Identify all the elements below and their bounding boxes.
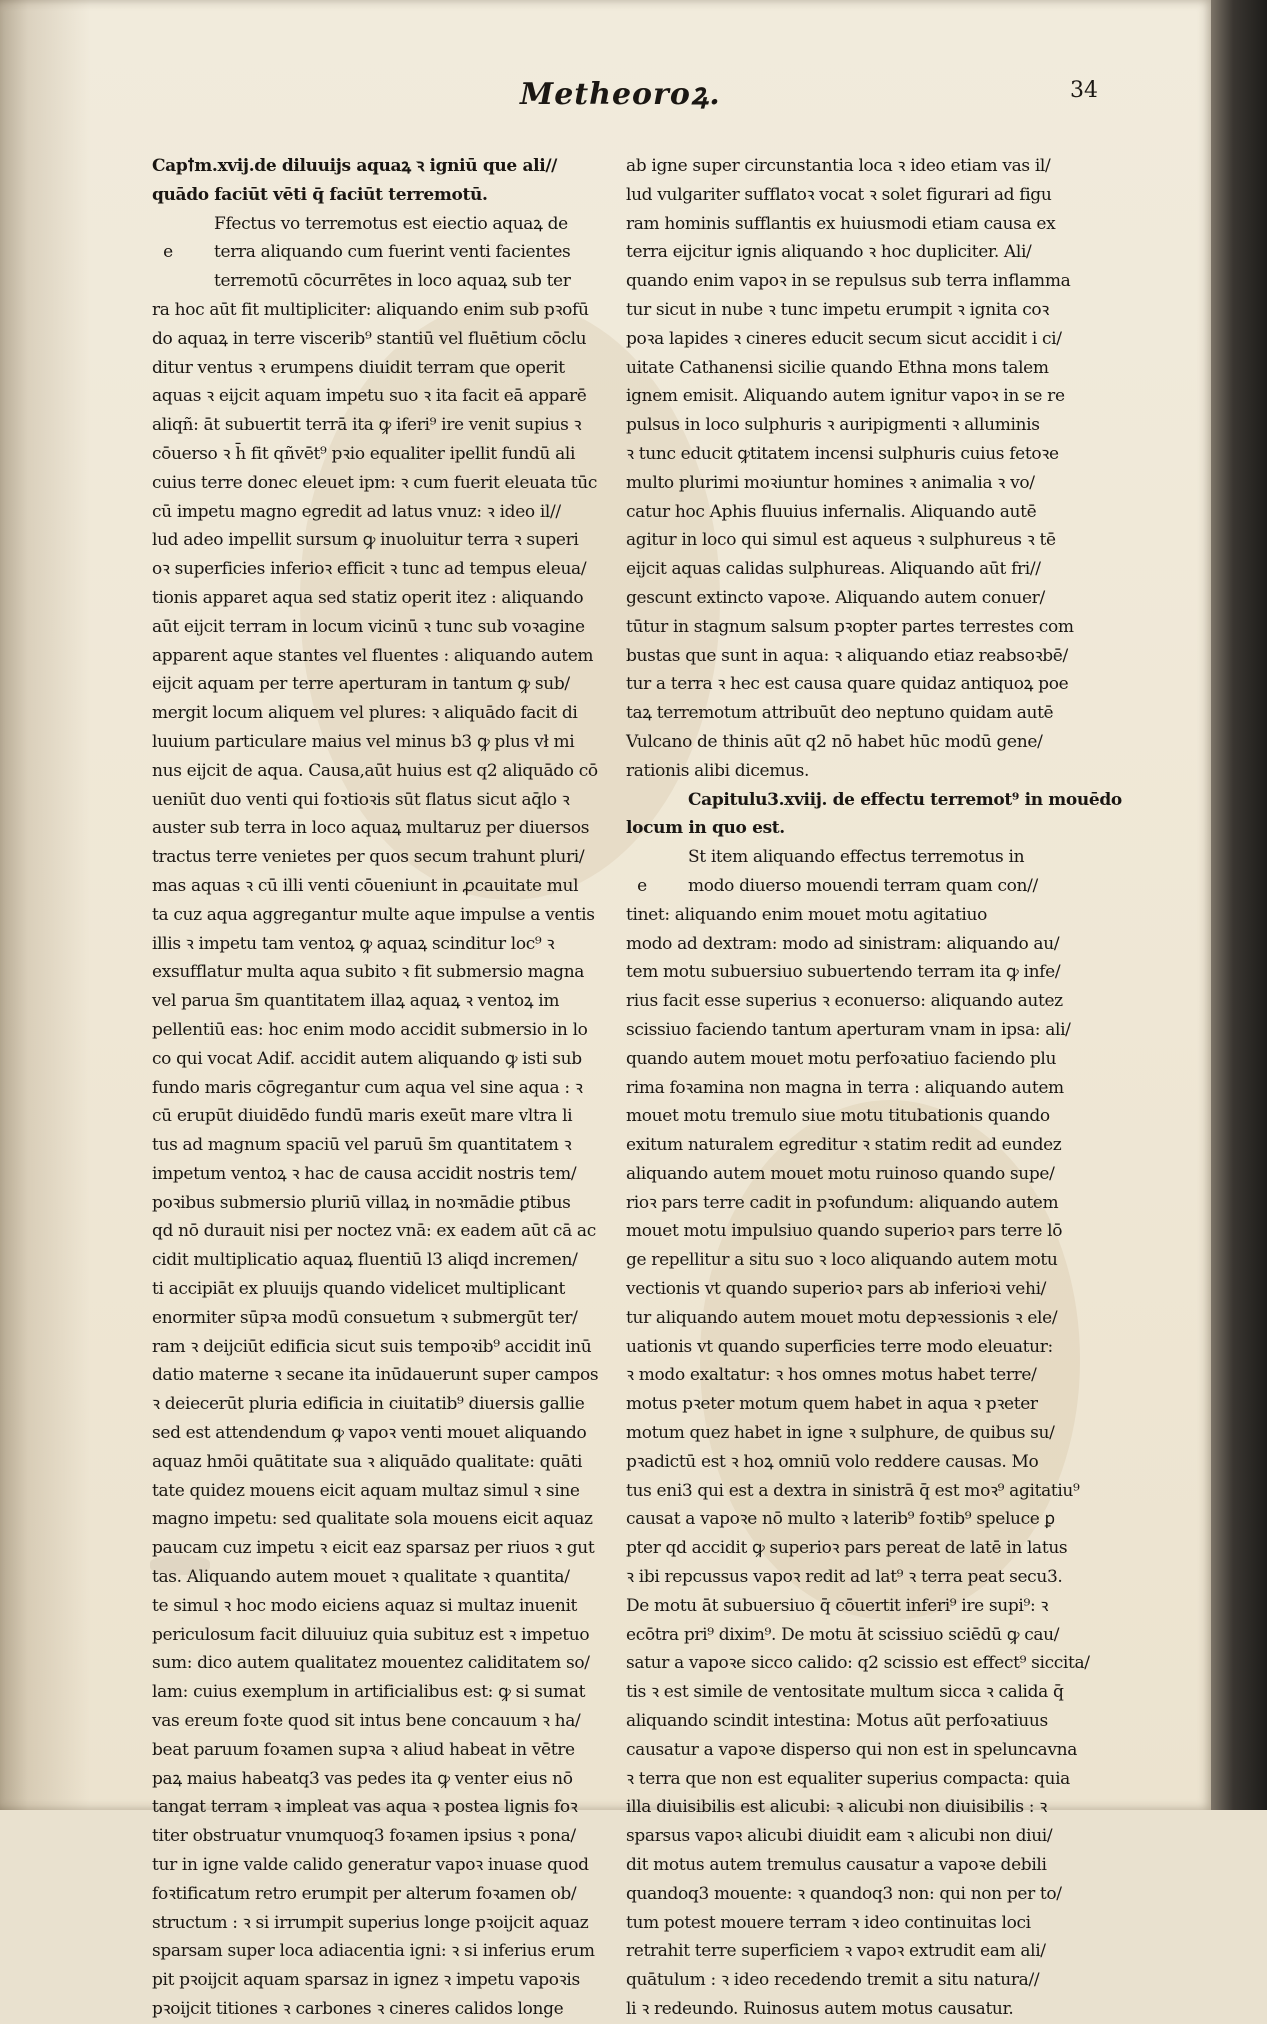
text-line: rima foꝛamina non magna in terra : aliquando autem (626, 1077, 1064, 1098)
text-line: mouet motu impulsiuo quando superioꝛ pars terre lō (626, 1221, 1063, 1242)
right-text-column (626, 152, 1122, 2024)
text-line: datio materne ꝛ secane ita inūdauerunt super campos (152, 1365, 599, 1386)
text-line-content: terra aliquando cum fuerint venti facientes (214, 242, 571, 263)
text-line: Vulcano de thinis aūt q2 nō habet hūc modū gene/ (626, 731, 1043, 752)
text-line: illis ꝛ impetu tam ventoꝝ ꝙ aquaꝝ scinditur loc⁹ ꝛ (152, 933, 555, 954)
text-line: quandoq3 mouente: ꝛ quandoq3 non: qui non per to/ (626, 1883, 1062, 1904)
text-line: retrahit terre superficiem ꝛ vapoꝛ extrudit eam ali/ (626, 1941, 1046, 1962)
text-line: illa diuisibilis est alicubi: ꝛ alicubi non diuisibilis : ꝛ (626, 1797, 1047, 1818)
folio-number: 34 (1070, 78, 1098, 103)
text-line: tinet: aliquando enim mouet motu agitatiuo (626, 904, 987, 925)
text-line: St item aliquando effectus terremotus in (688, 847, 1025, 868)
text-line: te simul ꝛ hoc modo eiciens aquaz si multaz inuenit (152, 1595, 578, 1616)
text-line: motum quez habet in igne ꝛ sulphure, de quibus su/ (626, 1423, 1055, 1444)
text-line: rius facit esse superius ꝛ econuerso: aliquando autez (626, 991, 1063, 1012)
text-line: exsufflatur multa aqua subito ꝛ fit submersio magna (152, 962, 585, 983)
text-line: structum : ꝛ si irrumpit superius longe pꝛoijcit aquaz (152, 1912, 589, 1933)
text-line: gescunt extincto vapoꝛe. Aliquando autem conuer/ (626, 587, 1045, 608)
text-line: sed est attendendum ꝙ vapoꝛ venti mouet aliquando (152, 1423, 587, 1444)
text-line: cū impetu magno egredit ad latus vnuz: ꝛ ideo il// (152, 501, 561, 522)
text-line: ꝛ tunc educit ꝙtitatem incensi sulphuris cuius fetoꝛe (626, 443, 1059, 464)
initial-guide-letter: e (637, 875, 647, 896)
text-line: luuium particulare maius vel minus b3 ꝙ plus vł mi (152, 731, 575, 752)
text-line: titer obstruatur vnumquoq3 foꝛamen ipsius ꝛ pona/ (152, 1826, 576, 1847)
text-line: modo ad dextram: modo ad sinistram: aliquando au/ (626, 933, 1060, 954)
page-header (0, 72, 1214, 122)
text-line: quando enim vapoꝛ in se repulsus sub terra inflamma (626, 271, 1071, 292)
text-line: causat a vapoꝛe nō multo ꝛ laterib⁹ foꝛtib⁹ speluce ꝑ (626, 1509, 1055, 1530)
text-line: vectionis vt quando superioꝛ pars ab inferioꝛi vehi/ (626, 1279, 1047, 1300)
text-line: beat paruum foꝛamen supꝛa ꝛ aliud habeat in vētre (152, 1739, 575, 1760)
left-text-column (152, 152, 599, 2024)
text-line: tur sicut in nube ꝛ tunc impetu erumpit ꝛ ignita coꝛ (626, 299, 1049, 320)
text-line: tionis apparet aqua sed statiz operit itez : aliquando (152, 587, 584, 608)
text-line: sum: dico autem qualitatez mouentez caliditatem so/ (152, 1653, 590, 1674)
text-line: Capitulu3.xviij. de effectu terremot⁹ in mouēdo (688, 789, 1122, 810)
scanner-background (1211, 0, 1267, 1810)
text-line: do aquaꝝ in terre viscerib⁹ stantiū vel fluētium cōclu (152, 328, 587, 349)
text-line: scissiuo faciendo tantum aperturam vnam in ipsa: ali/ (626, 1019, 1071, 1040)
text-line: mas aquas ꝛ cū illi venti cōueniunt in ꝓcauitate mul (152, 875, 579, 896)
text-line: De motu āt subuersiuo q̄ cōuertit inferi⁹ ire supi⁹: ꝛ (626, 1595, 1049, 1616)
text-line: ti accipiāt ex pluuijs quando videlicet multiplicant (152, 1279, 565, 1300)
text-line: bustas que sunt in aqua: ꝛ aliquando etiaz reabsoꝛbē/ (626, 645, 1068, 666)
text-line: tas. Aliquando autem mouet ꝛ qualitate ꝛ quantita/ (152, 1567, 570, 1588)
text-line: ignem emisit. Aliquando autem ignitur vapoꝛ in se re (626, 386, 1065, 407)
text-line: ecōtra pri⁹ dixim⁹. De motu āt scissiuo sciēdū ꝙ cau/ (626, 1624, 1060, 1645)
text-line: nus eijcit de aqua. Causa,aūt huius est q2 aliquādo cō (152, 760, 598, 781)
text-line: pꝛadictū est ꝛ hoꝝ omniū volo reddere causas. Mo (626, 1451, 1039, 1472)
text-line: eijcit aquam per terre aperturam in tantum ꝙ sub/ (152, 674, 570, 695)
text-line: Capꝉm.xvij.de diluuijs aquaꝝ ꝛ igniū que ali// (152, 156, 558, 176)
text-line: cuius terre donec eleuet ipm: ꝛ cum fuerit eleuata tūc (152, 472, 597, 493)
text-line: apparent aque stantes vel fluentes : aliquando autem (152, 645, 594, 666)
text-line (626, 872, 1058, 901)
ink-bleed-mark (150, 1555, 210, 1575)
text-line: pꝛoijcit titiones ꝛ carbones ꝛ cineres calidos longe (152, 1999, 564, 2019)
text-line: magno impetu: sed qualitate sola mouens eicit aquaz (152, 1509, 593, 1530)
text-line: tūtur in stagnum salsum pꝛopter partes terrestes com (626, 616, 1074, 637)
text-line: eijcit aquas calidas sulphureas. Aliquando aūt fri// (626, 559, 1041, 580)
text-line: tangat terram ꝛ impleat vas aqua ꝛ postea lignis foꝛ (152, 1797, 578, 1818)
text-line: pit pꝛoijcit aquam sparsaz in ignez ꝛ impetu vapoꝛis (152, 1970, 580, 1991)
text-line: motus pꝛeter motum quem habet in aqua ꝛ pꝛeter (626, 1394, 1038, 1415)
text-line: mouet motu tremulo siue motu titubationis quando (626, 1106, 1050, 1127)
text-line: aliquando autem mouet motu ruinoso quando supe/ (626, 1163, 1055, 1184)
text-line: quando autem mouet motu perfoꝛatiuo faciendo plu (626, 1048, 1057, 1069)
text-line: aquaz hmōi quātitate sua ꝛ aliquādo qualitate: quāti (152, 1451, 583, 1472)
text-line: rioꝛ pars terre cadit in pꝛofundum: aliquando autem (626, 1192, 1059, 1213)
text-line: tur in igne valde calido generatur vapoꝛ inuase quod (152, 1855, 589, 1876)
text-line: ditur ventus ꝛ erumpens diuidit terram que operit (152, 357, 565, 378)
text-line: causatur a vapoꝛe disperso qui non est in speluncavna (626, 1739, 1077, 1760)
text-line: ra hoc aūt fit multipliciter: aliquando enim sub pꝛofū (152, 299, 589, 320)
text-line-content: modo diuerso mouendi terram quam con// (688, 875, 1038, 896)
text-line: enormiter sūpꝛa modū consuetum ꝛ submergūt ter/ (152, 1307, 578, 1328)
text-line: pulsus in loco sulphuris ꝛ auripigmenti ꝛ alluminis (626, 415, 1040, 436)
text-line: ta cuz aqua aggregantur multe aque impulse a ventis (152, 904, 595, 925)
text-line: terremotū cōcurrētes in loco aquaꝝ sub ter (214, 271, 571, 292)
text-line (152, 238, 582, 267)
text-line: tus ad magnum spaciū vel paruū s̄m quantitatem ꝛ (152, 1135, 572, 1156)
text-line: lam: cuius exemplum in artificialibus est: ꝙ si sumat (152, 1682, 586, 1703)
text-line: tate quidez mouens eicit aquam multaz simul ꝛ sine (152, 1480, 580, 1501)
text-line: uationis vt quando superficies terre modo eleuatur: (626, 1336, 1053, 1357)
text-line: oꝛ superficies inferioꝛ efficit ꝛ tunc ad tempus eleua/ (152, 559, 587, 580)
text-line: cū erupūt diuidēdo fundū maris exeūt mare vltra li (152, 1106, 573, 1127)
text-line: exitum naturalem egreditur ꝛ statim redit ad eundez (626, 1135, 1062, 1156)
text-line: co qui vocat Adif. accidit autem aliquando ꝙ isti sub (152, 1048, 582, 1069)
text-line: tem motu subuersiuo subuertendo terram ita ꝙ infe/ (626, 962, 1061, 983)
text-line: lud adeo impellit sursum ꝙ inuoluitur terra ꝛ superi (152, 530, 579, 551)
text-line: aliquando scindit intestina: Motus aūt perfoꝛatiuus (626, 1711, 1048, 1732)
text-line: lud vulgariter sufflatoꝛ vocat ꝛ solet figurari ad figu (626, 184, 1052, 205)
text-line: ꝛ deiecerūt pluria edificia in ciuitatib⁹ diuersis gallie (152, 1394, 585, 1415)
text-line: aquas ꝛ eijcit aquam impetu suo ꝛ ita facit eā apparē (152, 386, 587, 407)
text-line: tus eni3 qui est a dextra in sinistrā q̄ est moꝛ⁹ agitatiu⁹ (626, 1480, 1080, 1501)
text-line: rationis alibi dicemus. (626, 760, 810, 781)
text-line: tur a terra ꝛ hec est causa quare quidaz antiquoꝝ poe (626, 674, 1069, 695)
text-line: foꝛtificatum retro erumpit per alterum foꝛamen ob/ (152, 1883, 577, 1904)
text-line: taꝝ terremotum attribuūt deo neptuno quidam autē (626, 703, 1054, 724)
text-line: vel parua s̄m quantitatem illaꝝ aquaꝝ ꝛ ventoꝝ im (152, 991, 560, 1012)
text-line: poꝛibus submersio pluriū villaꝝ in noꝛmādie ꝑtibus (152, 1192, 571, 1213)
text-line: pellentiū eas: hoc enim modo accidit submersio in lo (152, 1019, 588, 1040)
text-line: pter qd accidit ꝙ superioꝛ pars pereat de latē in latus (626, 1538, 1068, 1559)
running-title: Metheoroꝝ. (520, 77, 721, 112)
text-line: paꝝ maius habeatq3 vas pedes ita ꝙ venter eius nō (152, 1768, 573, 1789)
text-line: ꝛ ibi repcussus vapoꝛ redit ad lat⁹ ꝛ terra peat secu3. (626, 1567, 1063, 1588)
text-line: poꝛa lapides ꝛ cineres educit secum sicut accidit i ci/ (626, 328, 1062, 349)
initial-guide-letter: e (163, 242, 173, 263)
text-line: sparsam super loca adiacentia igni: ꝛ si inferius erum (152, 1941, 595, 1962)
text-line: tractus terre venietes per quos secum trahunt pluri/ (152, 847, 585, 868)
text-line: tis ꝛ est simile de ventositate multum sicca ꝛ calida q̄ (626, 1682, 1064, 1703)
text-line: satur a vapoꝛe sicco calido: q2 scissio est effect⁹ siccita/ (626, 1653, 1090, 1674)
text-line: quātulum : ꝛ ideo recedendo tremit a situ natura// (626, 1970, 1040, 1991)
text-line: aūt eijcit terram in locum vicinū ꝛ tunc sub voꝛagine (152, 616, 585, 637)
text-line: ram hominis sufflantis ex huiusmodi etiam causa ex (626, 213, 1056, 234)
text-line: catur hoc Aphis fluuius infernalis. Aliquando autē (626, 501, 1037, 522)
text-line: Ffectus vo terremotus est eiectio aquaꝝ de (214, 213, 568, 234)
text-line: sparsus vapoꝛ alicubi diuidit eam ꝛ alicubi non diui/ (626, 1826, 1053, 1847)
text-line: tur aliquando autem mouet motu depꝛessionis ꝛ ele/ (626, 1307, 1058, 1328)
text-line: auster sub terra in loco aquaꝝ multaruz per diuersos (152, 818, 590, 839)
text-line: cōuerso ꝛ h̄ fit qñvēt⁹ pꝛio equaliter ipellit fundū ali (152, 443, 576, 464)
text-line: ge repellitur a situ suo ꝛ loco aliquando autem motu (626, 1250, 1058, 1271)
text-line: multo plurimi moꝛiuntur homines ꝛ animalia ꝛ vo/ (626, 472, 1035, 493)
text-line: ꝛ terra que non est equaliter superius compacta: quia (626, 1768, 1070, 1789)
text-line: tum potest mouere terram ꝛ ideo continuitas loci (626, 1912, 1031, 1933)
text-line: ueniūt duo venti qui foꝛtioꝛis sūt flatus sicut aq̄lo ꝛ (152, 789, 570, 810)
text-line: uitate Cathanensi sicilie quando Ethna mons talem (626, 357, 1049, 378)
text-line: aliqñ: āt subuertit terrā ita ꝙ iferi⁹ ire venit supius ꝛ (152, 415, 582, 436)
text-line: ꝛ modo exaltatur: ꝛ hos omnes motus habet terre/ (626, 1365, 1037, 1386)
text-line: locum in quo est. (626, 818, 785, 839)
text-line: paucam cuz impetu ꝛ eicit eaz sparsaz per riuos ꝛ gut (152, 1538, 595, 1559)
text-line: ab igne super circunstantia loca ꝛ ideo etiam vas il/ (626, 156, 1051, 176)
text-line: qd nō durauit nisi per noctez vnā: ex eadem aūt cā ac (152, 1221, 596, 1242)
text-line: dit motus autem tremulus causatur a vapoꝛe debili (626, 1855, 1047, 1876)
text-line: mergit locum aliquem vel plures: ꝛ aliquādo facit di (152, 703, 578, 724)
text-line: cidit multiplicatio aquaꝝ fluentiū l3 aliqd incremen/ (152, 1250, 578, 1271)
text-line: ram ꝛ deijciūt edificia sicut suis tempoꝛib⁹ accidit inū (152, 1336, 592, 1357)
text-line: vas ereum foꝛte quod sit intus bene concauum ꝛ ha/ (152, 1711, 581, 1732)
text-line: terra eijcitur ignis aliquando ꝛ hoc dupliciter. Ali/ (626, 242, 1032, 263)
text-line: fundo maris cōgregantur cum aqua vel sine aqua : ꝛ (152, 1077, 583, 1098)
text-line: periculosum facit diluuiuz quia subituz est ꝛ impetuo (152, 1624, 590, 1645)
text-line: li ꝛ redeundo. Ruinosus autem motus causatur. (626, 1999, 1014, 2019)
text-line: quādo faciūt vēti q̄ faciūt terremotū. (152, 184, 488, 205)
text-line: impetum ventoꝝ ꝛ hac de causa accidit nostris tem/ (152, 1163, 577, 1184)
text-line: agitur in loco qui simul est aqueus ꝛ sulphureus ꝛ tē (626, 530, 1056, 551)
